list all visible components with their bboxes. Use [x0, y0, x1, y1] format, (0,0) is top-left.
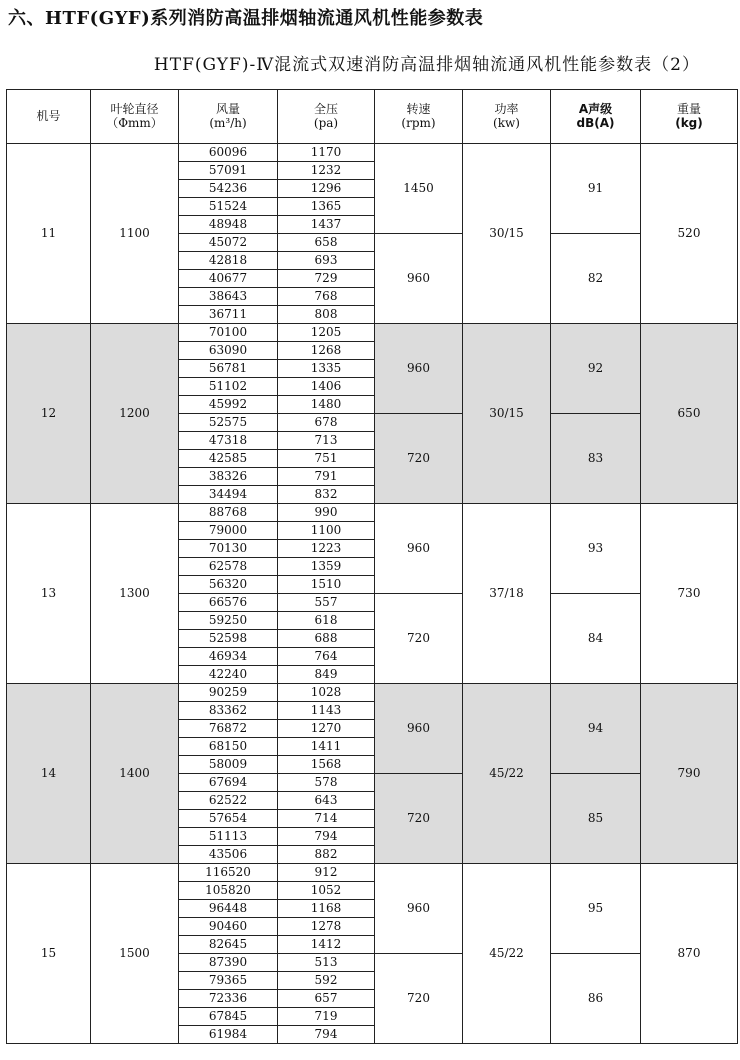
pressure-cell: 768 [278, 288, 375, 306]
airflow-cell: 76872 [179, 720, 278, 738]
power-cell: 45/22 [463, 864, 551, 1044]
power-cell: 30/15 [463, 324, 551, 504]
pressure-cell: 643 [278, 792, 375, 810]
airflow-cell: 51524 [179, 198, 278, 216]
table-title: HTF(GYF)-Ⅳ混流式双速消防高温排烟轴流通风机性能参数表（2） [153, 55, 700, 75]
airflow-cell: 40677 [179, 270, 278, 288]
table-body [7, 144, 738, 1044]
airflow-cell: 36711 [179, 306, 278, 324]
speed-cell: 960 [375, 684, 463, 774]
table-row [7, 684, 738, 702]
header-speed-unit: (rpm) [401, 115, 436, 130]
airflow-cell: 42818 [179, 252, 278, 270]
airflow-cell: 83362 [179, 702, 278, 720]
weight-cell: 520 [641, 144, 738, 324]
header-noise [551, 90, 641, 144]
header-pressure-unit: (pa) [313, 115, 339, 130]
pressure-cell: 578 [278, 774, 375, 792]
pressure-cell: 791 [278, 468, 375, 486]
pressure-cell: 1052 [278, 882, 375, 900]
pressure-cell: 1335 [278, 360, 375, 378]
header-airflow-label: 风量 [215, 102, 240, 117]
noise-cell: 91 [551, 144, 641, 234]
header-weight-unit: (kg) [675, 115, 703, 130]
noise-cell: 83 [551, 414, 641, 504]
airflow-cell: 42240 [179, 666, 278, 684]
airflow-cell: 68150 [179, 738, 278, 756]
pressure-cell: 794 [278, 1026, 375, 1044]
pressure-cell: 657 [278, 990, 375, 1008]
pressure-cell: 912 [278, 864, 375, 882]
airflow-cell: 59250 [179, 612, 278, 630]
pressure-cell: 1412 [278, 936, 375, 954]
airflow-cell: 51113 [179, 828, 278, 846]
noise-cell: 92 [551, 324, 641, 414]
pressure-cell: 1270 [278, 720, 375, 738]
airflow-cell: 57654 [179, 810, 278, 828]
airflow-cell: 34494 [179, 486, 278, 504]
header-airflow [179, 90, 278, 144]
pressure-cell: 713 [278, 432, 375, 450]
header-noise-unit: dB(A) [576, 115, 615, 130]
airflow-cell: 48948 [179, 216, 278, 234]
pressure-cell: 1278 [278, 918, 375, 936]
model-cell: 15 [7, 864, 91, 1044]
airflow-cell: 38326 [179, 468, 278, 486]
noise-cell: 85 [551, 774, 641, 864]
pressure-cell: 557 [278, 594, 375, 612]
airflow-cell: 79000 [179, 522, 278, 540]
airflow-cell: 45072 [179, 234, 278, 252]
model-cell: 13 [7, 504, 91, 684]
weight-cell: 790 [641, 684, 738, 864]
pressure-cell: 1359 [278, 558, 375, 576]
airflow-cell: 105820 [179, 882, 278, 900]
speed-cell: 960 [375, 504, 463, 594]
pressure-cell: 618 [278, 612, 375, 630]
pressure-cell: 1568 [278, 756, 375, 774]
airflow-cell: 46934 [179, 648, 278, 666]
impeller-cell: 1100 [91, 144, 179, 324]
pressure-cell: 658 [278, 234, 375, 252]
impeller-cell: 1200 [91, 324, 179, 504]
airflow-cell: 57091 [179, 162, 278, 180]
speed-cell: 960 [375, 324, 463, 414]
airflow-cell: 87390 [179, 954, 278, 972]
airflow-cell: 61984 [179, 1026, 278, 1044]
pressure-cell: 1028 [278, 684, 375, 702]
speed-cell: 1450 [375, 144, 463, 234]
weight-cell: 730 [641, 504, 738, 684]
airflow-cell: 79365 [179, 972, 278, 990]
header-speed-label: 转速 [406, 102, 431, 117]
pressure-cell: 1223 [278, 540, 375, 558]
pressure-cell: 714 [278, 810, 375, 828]
airflow-cell: 52598 [179, 630, 278, 648]
model-cell: 11 [7, 144, 91, 324]
airflow-cell: 54236 [179, 180, 278, 198]
pressure-cell: 688 [278, 630, 375, 648]
airflow-cell: 42585 [179, 450, 278, 468]
airflow-cell: 88768 [179, 504, 278, 522]
table-row [7, 324, 738, 342]
airflow-cell: 60096 [179, 144, 278, 162]
speed-cell: 960 [375, 234, 463, 324]
pressure-cell: 1143 [278, 702, 375, 720]
airflow-cell: 70130 [179, 540, 278, 558]
pressure-cell: 808 [278, 306, 375, 324]
table-row [7, 864, 738, 882]
pressure-cell: 794 [278, 828, 375, 846]
speed-cell: 720 [375, 594, 463, 684]
pressure-cell: 832 [278, 486, 375, 504]
airflow-cell: 51102 [179, 378, 278, 396]
airflow-cell: 43506 [179, 846, 278, 864]
power-cell: 30/15 [463, 144, 551, 324]
pressure-cell: 1205 [278, 324, 375, 342]
speed-cell: 720 [375, 954, 463, 1044]
pressure-cell: 1411 [278, 738, 375, 756]
header-pressure [278, 90, 375, 144]
airflow-cell: 82645 [179, 936, 278, 954]
section-title: 六、HTF(GYF)系列消防高温排烟轴流通风机性能参数表 [8, 8, 484, 29]
pressure-cell: 693 [278, 252, 375, 270]
impeller-cell: 1400 [91, 684, 179, 864]
header-impeller [91, 90, 179, 144]
table-row [7, 144, 738, 162]
noise-cell: 86 [551, 954, 641, 1044]
pressure-cell: 990 [278, 504, 375, 522]
pressure-cell: 849 [278, 666, 375, 684]
airflow-cell: 67694 [179, 774, 278, 792]
table-header-row [7, 90, 738, 144]
pressure-cell: 1480 [278, 396, 375, 414]
pressure-cell: 678 [278, 414, 375, 432]
model-cell: 14 [7, 684, 91, 864]
speed-cell: 720 [375, 414, 463, 504]
header-model-label: 机号 [36, 108, 61, 123]
airflow-cell: 45992 [179, 396, 278, 414]
airflow-cell: 72336 [179, 990, 278, 1008]
pressure-cell: 1170 [278, 144, 375, 162]
airflow-cell: 62578 [179, 558, 278, 576]
pressure-cell: 1510 [278, 576, 375, 594]
pressure-cell: 751 [278, 450, 375, 468]
header-speed [375, 90, 463, 144]
airflow-cell: 90259 [179, 684, 278, 702]
airflow-cell: 63090 [179, 342, 278, 360]
airflow-cell: 96448 [179, 900, 278, 918]
weight-cell: 650 [641, 324, 738, 504]
header-power-unit: (kw) [493, 115, 520, 130]
model-cell: 12 [7, 324, 91, 504]
header-power-label: 功率 [494, 102, 519, 117]
pressure-cell: 1232 [278, 162, 375, 180]
power-cell: 37/18 [463, 504, 551, 684]
airflow-cell: 90460 [179, 918, 278, 936]
header-impeller-unit: （Φmm） [106, 115, 163, 130]
pressure-cell: 764 [278, 648, 375, 666]
airflow-cell: 56320 [179, 576, 278, 594]
airflow-cell: 52575 [179, 414, 278, 432]
noise-cell: 94 [551, 684, 641, 774]
header-impeller-label: 叶轮直径 [110, 102, 159, 117]
pressure-cell: 729 [278, 270, 375, 288]
impeller-cell: 1500 [91, 864, 179, 1044]
speed-cell: 720 [375, 774, 463, 864]
airflow-cell: 116520 [179, 864, 278, 882]
airflow-cell: 62522 [179, 792, 278, 810]
performance-table [6, 89, 738, 1044]
pressure-cell: 592 [278, 972, 375, 990]
weight-cell: 870 [641, 864, 738, 1044]
airflow-cell: 66576 [179, 594, 278, 612]
noise-cell: 93 [551, 504, 641, 594]
airflow-cell: 56781 [179, 360, 278, 378]
airflow-cell: 58009 [179, 756, 278, 774]
header-power [463, 90, 551, 144]
pressure-cell: 513 [278, 954, 375, 972]
airflow-cell: 47318 [179, 432, 278, 450]
header-weight-label: 重量 [676, 102, 701, 117]
noise-cell: 95 [551, 864, 641, 954]
airflow-cell: 38643 [179, 288, 278, 306]
header-pressure-label: 全压 [313, 102, 338, 117]
noise-cell: 82 [551, 234, 641, 324]
pressure-cell: 1168 [278, 900, 375, 918]
pressure-cell: 1296 [278, 180, 375, 198]
impeller-cell: 1300 [91, 504, 179, 684]
pressure-cell: 1100 [278, 522, 375, 540]
pressure-cell: 882 [278, 846, 375, 864]
pressure-cell: 1268 [278, 342, 375, 360]
pressure-cell: 1365 [278, 198, 375, 216]
pressure-cell: 1437 [278, 216, 375, 234]
pressure-cell: 1406 [278, 378, 375, 396]
airflow-cell: 67845 [179, 1008, 278, 1026]
header-noise-label: A声级 [578, 102, 613, 117]
header-weight [641, 90, 738, 144]
airflow-cell: 70100 [179, 324, 278, 342]
table-row [7, 504, 738, 522]
pressure-cell: 719 [278, 1008, 375, 1026]
speed-cell: 960 [375, 864, 463, 954]
header-model [7, 90, 91, 144]
noise-cell: 84 [551, 594, 641, 684]
power-cell: 45/22 [463, 684, 551, 864]
header-airflow-unit: (m³/h) [209, 115, 247, 130]
